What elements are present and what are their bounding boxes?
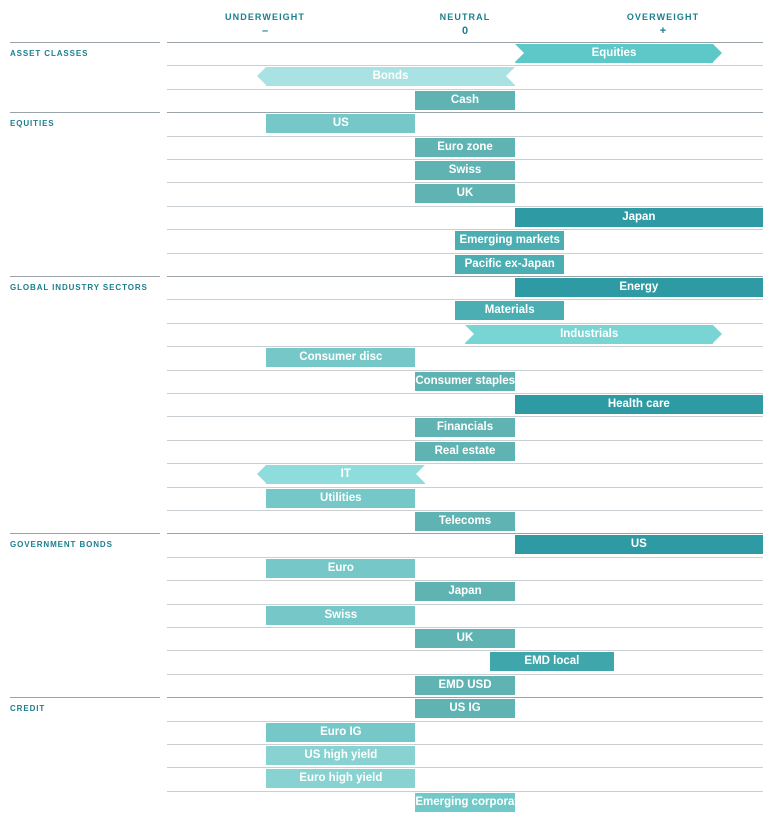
- chart-row: [167, 463, 763, 485]
- column-header-underweight: [185, 12, 345, 37]
- chart-row: [167, 346, 763, 368]
- bar-us-high-yield: [266, 746, 415, 765]
- gridline: [167, 721, 763, 722]
- gridline: [167, 627, 763, 628]
- column-header-underweight-sign: –: [261, 25, 269, 37]
- group-divider: [10, 533, 160, 534]
- bar-label: Swiss: [324, 608, 358, 621]
- bar-pacific-ex-japan: [455, 255, 564, 274]
- column-header-neutral-sign: 0: [461, 25, 469, 37]
- chart-row: [167, 744, 763, 766]
- chart-row: [167, 627, 763, 649]
- bar-label: Euro zone: [437, 140, 493, 153]
- chart-row: [167, 791, 763, 813]
- bar-industrials: [465, 325, 713, 344]
- column-header-overweight-label: OVERWEIGHT: [626, 12, 700, 22]
- chart-row: [167, 697, 763, 719]
- bar-label: Pacific ex-Japan: [464, 257, 555, 270]
- gridline: [167, 229, 763, 230]
- gridline: [167, 253, 763, 254]
- gridline: [167, 674, 763, 675]
- bar-label: Consumer disc: [299, 351, 383, 364]
- bar-label: Health care: [607, 398, 670, 410]
- bar-notch-right: [416, 465, 425, 483]
- bar-materials: [455, 301, 564, 320]
- gridline: [167, 159, 763, 160]
- gridline: [167, 416, 763, 417]
- chart-row: [167, 159, 763, 181]
- chart-row: [167, 650, 763, 672]
- gridline: [167, 604, 763, 605]
- chart-row: [167, 253, 763, 275]
- chart-row: [167, 767, 763, 789]
- gridline: [167, 393, 763, 394]
- chart-row: [167, 393, 763, 415]
- bar-cash: [415, 91, 514, 110]
- chart-row: [167, 299, 763, 321]
- bar-label: Euro IG: [320, 725, 362, 738]
- gridline: [167, 767, 763, 768]
- gridline: [167, 323, 763, 324]
- chart-row: [167, 65, 763, 87]
- chart-row: [167, 276, 763, 298]
- chart-row: [167, 416, 763, 438]
- gridline: [167, 463, 763, 464]
- chart-row: [167, 557, 763, 579]
- bar-it: [266, 465, 425, 484]
- bar-label: Japan: [622, 210, 656, 223]
- chart-row: [167, 533, 763, 555]
- bar-bonds: [266, 67, 514, 86]
- bar-label: Euro high yield: [299, 772, 383, 785]
- bar-label: Consumer staples: [415, 374, 516, 387]
- bar-swiss: [415, 161, 514, 180]
- gridline: [167, 89, 763, 90]
- bar-health-care: [515, 395, 763, 414]
- group-divider: [10, 42, 160, 43]
- bar-equities: [515, 44, 714, 63]
- column-header-overweight-sign: +: [659, 25, 667, 37]
- bar-consumer-staples: [415, 372, 514, 391]
- bar-label: UK: [456, 187, 474, 200]
- bar-label: Real estate: [434, 444, 496, 457]
- bar-euro: [266, 559, 415, 578]
- group-label-government-bonds: GOVERNMENT BONDS: [10, 540, 113, 550]
- gridline: [167, 276, 763, 277]
- bar-label: Telecoms: [438, 515, 492, 527]
- gridline: [167, 697, 763, 698]
- chart-row: [167, 229, 763, 251]
- column-header-underweight-label: UNDERWEIGHT: [225, 12, 305, 22]
- bar-uk: [415, 629, 514, 648]
- bar-notch-left: [515, 44, 524, 62]
- bar-label: Cash: [450, 93, 480, 106]
- bar-arrow-left-icon: [257, 465, 266, 483]
- bar-emerging-markets: [455, 231, 564, 250]
- chart-row: [167, 112, 763, 134]
- gridline: [167, 650, 763, 651]
- group-divider: [10, 112, 160, 113]
- bar-utilities: [266, 489, 415, 508]
- bar-label: US: [332, 117, 349, 130]
- bar-label: US IG: [449, 702, 481, 715]
- gridline: [167, 136, 763, 137]
- bar-arrow-right-icon: [713, 44, 722, 62]
- bar-notch-right: [506, 67, 515, 85]
- gridline: [167, 510, 763, 511]
- bar-label: Bonds: [372, 70, 409, 83]
- bar-financials: [415, 418, 514, 437]
- bar-japan: [515, 208, 763, 227]
- bar-us: [266, 114, 415, 133]
- bar-label: Industrials: [560, 327, 619, 340]
- bar-euro-zone: [415, 138, 514, 157]
- bar-consumer-disc: [266, 348, 415, 367]
- chart-row: [167, 42, 763, 64]
- gridline: [167, 440, 763, 441]
- bar-label: IT: [340, 468, 351, 481]
- gridline: [167, 791, 763, 792]
- chart-row: [167, 440, 763, 462]
- bar-label: US: [630, 538, 647, 551]
- bar-label: Materials: [484, 304, 535, 317]
- bar-label: Emerging markets: [459, 234, 560, 247]
- column-header-overweight: [583, 12, 743, 37]
- gridline: [167, 112, 763, 113]
- gridline: [167, 370, 763, 371]
- bar-energy: [515, 278, 763, 297]
- chart-row: [167, 721, 763, 743]
- gridline: [167, 533, 763, 534]
- chart-row: [167, 580, 763, 602]
- gridline: [167, 206, 763, 207]
- chart-row: [167, 510, 763, 532]
- bar-arrow-right-icon: [713, 325, 722, 343]
- group-divider: [10, 276, 160, 277]
- bar-japan: [415, 582, 514, 601]
- gridline: [167, 487, 763, 488]
- bar-label: EMD USD: [438, 678, 492, 691]
- bar-label: US high yield: [304, 749, 378, 761]
- chart-row: [167, 674, 763, 696]
- bar-label: Energy: [619, 281, 659, 293]
- gridline: [167, 65, 763, 66]
- chart-row: [167, 370, 763, 392]
- gridline: [167, 557, 763, 558]
- bar-label: Equities: [591, 47, 637, 59]
- column-header-neutral: [385, 12, 545, 37]
- column-headers: [0, 0, 763, 42]
- chart-row: [167, 604, 763, 626]
- group-label-asset-classes: ASSET CLASSES: [10, 49, 89, 58]
- bar-telecoms: [415, 512, 514, 531]
- gridline: [167, 580, 763, 581]
- gridline: [167, 299, 763, 300]
- bar-emd-local: [490, 652, 614, 671]
- group-label-equities: EQUITIES: [10, 119, 55, 129]
- bar-us: [515, 535, 763, 554]
- group-label-credit: CREDIT: [10, 704, 46, 714]
- bar-notch-left: [465, 325, 474, 343]
- bar-swiss: [266, 606, 415, 625]
- chart-row: [167, 182, 763, 204]
- chart-row: [167, 487, 763, 509]
- chart-row: [167, 323, 763, 345]
- chart-row: [167, 89, 763, 111]
- chart-row: [167, 136, 763, 158]
- bar-arrow-left-icon: [257, 67, 266, 85]
- bar-emd-usd: [415, 676, 514, 695]
- gridline: [167, 346, 763, 347]
- group-label-global-industry-sectors: GLOBAL INDUSTRY SECTORS: [10, 283, 148, 292]
- bar-label: Utilities: [320, 491, 362, 504]
- gridline: [167, 182, 763, 183]
- bar-label: Japan: [448, 585, 482, 598]
- bar-label: UK: [456, 632, 474, 644]
- chart-row: [167, 206, 763, 228]
- bar-euro-high-yield: [266, 769, 415, 788]
- bar-euro-ig: [266, 723, 415, 742]
- bar-us-ig: [415, 699, 514, 718]
- bar-label: EMD local: [524, 655, 580, 668]
- bar-label: Swiss: [448, 164, 482, 176]
- group-divider: [10, 697, 160, 698]
- bar-uk: [415, 184, 514, 203]
- bar-label: Euro: [327, 561, 354, 574]
- bar-emerging-corporate: [415, 793, 525, 812]
- bar-label: Financials: [436, 421, 494, 434]
- gridline: [167, 42, 763, 43]
- column-header-neutral-label: NEUTRAL: [439, 12, 491, 22]
- gridline: [167, 744, 763, 745]
- bar-label: Emerging corporate: [415, 795, 525, 808]
- bar-real-estate: [415, 442, 514, 461]
